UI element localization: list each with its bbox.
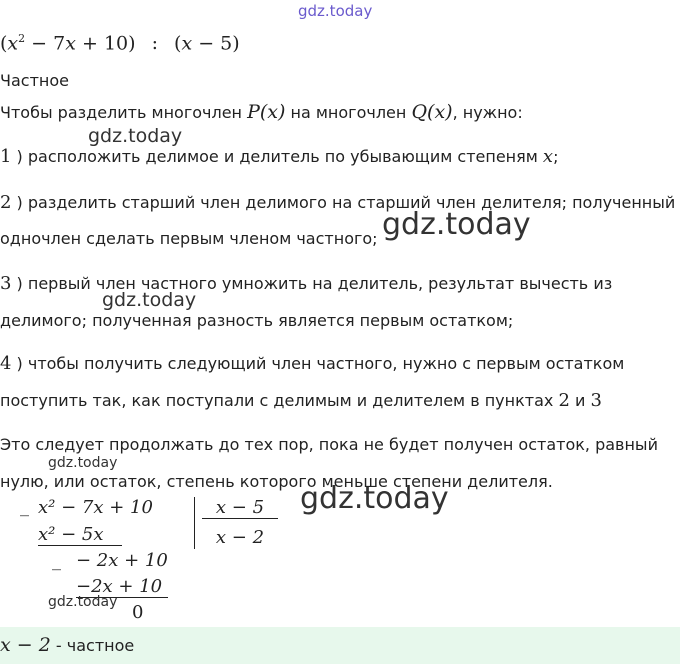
watermark-top: gdz.today — [298, 2, 373, 20]
step-number: 3 — [0, 273, 12, 294]
division-bar — [194, 497, 195, 549]
step-text: ) расположить делимое и делитель по убывающим степеням — [11, 147, 543, 166]
step-4-line2 — [0, 390, 602, 411]
divisor: x − 5 — [202, 497, 278, 519]
heading: Частное — [0, 71, 69, 90]
watermark: gdz.today — [382, 207, 531, 242]
division-colon: : — [151, 32, 158, 55]
step-4 — [0, 353, 624, 374]
step-number: 2 — [0, 192, 12, 213]
term: + 10) — [75, 32, 136, 55]
var-x: x — [181, 32, 193, 55]
step-2-line2: одночлен сделать первым членом частного; — [0, 229, 378, 248]
step-text: ) первый член частного умножить на делитель, результат вычесть из — [11, 274, 613, 293]
var-x: x — [65, 32, 76, 55]
ref-number: 2 — [558, 390, 570, 411]
watermark: gdz.today — [102, 289, 197, 311]
remainder-1: − 2x + 10 — [76, 550, 168, 571]
poly-p: P(x) — [247, 101, 286, 123]
quotient: x − 2 — [215, 527, 265, 548]
watermark: gdz.today — [300, 481, 449, 516]
watermark: gdz.today — [48, 455, 118, 471]
intro-part: , нужно: — [452, 103, 523, 122]
answer-line — [0, 634, 134, 656]
rule-line-2: нулю, или остаток, степень которого меньше степени делителя. — [0, 472, 553, 491]
watermark: gdz.today — [48, 594, 118, 610]
step-number: 1 — [0, 146, 12, 167]
poly-q: Q(x) — [411, 101, 453, 123]
rule-line-1: Это следует продолжать до тех пор, пока не будет получен остаток, равный — [0, 435, 658, 454]
var-x: x — [542, 146, 554, 167]
step-3 — [0, 273, 612, 294]
subtrahend-1: x² − 5x — [38, 524, 122, 546]
step-number: 4 — [0, 353, 12, 374]
minus-sign: _ — [20, 496, 29, 517]
step-text: ) чтобы получить следующий член частного, нужно с первым остатком — [11, 354, 625, 373]
step-text: ) разделить старший член делимого на старший член делителя; полученный — [11, 193, 676, 212]
exponent: 2 — [18, 32, 26, 45]
left-paren: ( — [174, 32, 182, 55]
final-remainder: 0 — [132, 602, 144, 623]
term: − 5) — [192, 32, 240, 55]
minus-sign: _ — [52, 550, 61, 571]
var-x: x — [7, 32, 19, 55]
intro-part: на многочлен — [285, 103, 412, 122]
term: − 7 — [25, 32, 66, 55]
left-paren: ( — [0, 32, 8, 55]
intro-text — [0, 101, 523, 123]
step-3-line2: делимого; полученная разность является первым остатком; — [0, 311, 514, 330]
problem-expression — [0, 32, 240, 54]
ref-number: 3 — [590, 390, 602, 411]
watermark: gdz.today — [88, 125, 183, 147]
step-2 — [0, 192, 675, 213]
intro-part: Чтобы разделить многочлен — [0, 103, 248, 122]
subtrahend-2: −2x + 10 — [76, 576, 168, 598]
step-text: поступить так, как поступали с делимым и делителем в пунктах — [0, 391, 559, 410]
step-1 — [0, 146, 558, 167]
step-text: и — [569, 391, 591, 410]
answer-expression: x − 2 — [0, 634, 51, 656]
answer-label: - частное — [50, 636, 135, 655]
step-text: ; — [553, 147, 559, 166]
dividend: x² − 7x + 10 — [38, 497, 153, 518]
